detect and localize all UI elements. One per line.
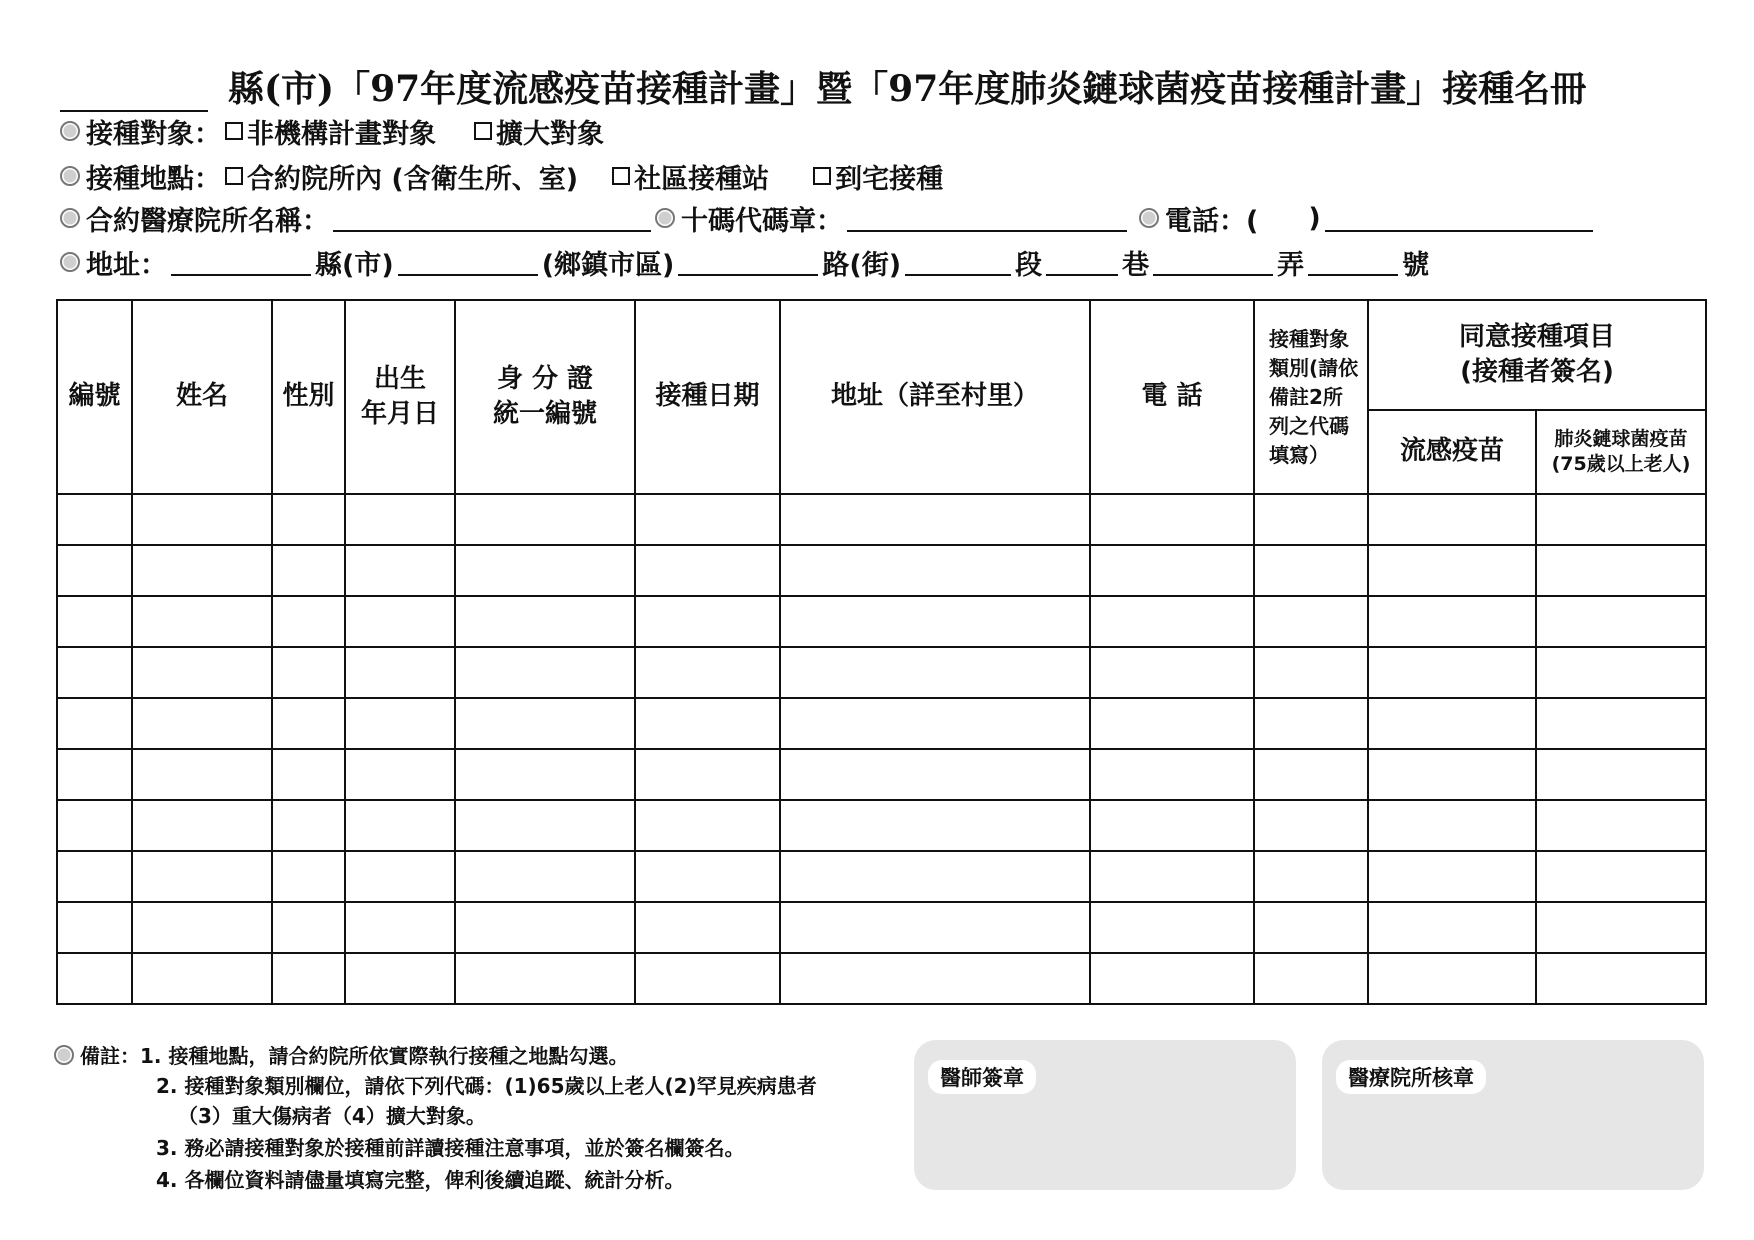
title-text: 縣(市)「97年度流感疫苗接種計畫」暨「97年度肺炎鏈球菌疫苗接種計畫」接種名冊 [228, 68, 1587, 110]
table-cell[interactable] [1368, 800, 1536, 851]
table-cell[interactable] [57, 800, 132, 851]
table-cell[interactable] [132, 647, 272, 698]
table-cell[interactable] [345, 494, 455, 545]
table-cell[interactable] [780, 545, 1090, 596]
table-cell[interactable] [345, 800, 455, 851]
bullet-icon [54, 1045, 74, 1065]
recipient-row [60, 113, 604, 149]
bullet-icon [655, 208, 675, 228]
header-category: 接種對象 類別(請依 備註2所 列之代碼 填寫） [1254, 300, 1368, 494]
table-cell[interactable] [1368, 596, 1536, 647]
table-cell[interactable] [1254, 647, 1368, 698]
checkbox-community-station[interactable] [612, 167, 630, 185]
table-cell[interactable] [132, 851, 272, 902]
table-cell[interactable] [57, 851, 132, 902]
roster-table [56, 299, 1707, 1005]
checkbox-non-institution[interactable] [225, 122, 243, 140]
alley-field[interactable] [1153, 248, 1273, 276]
table-cell[interactable] [132, 800, 272, 851]
table-cell[interactable] [1254, 698, 1368, 749]
table-row [57, 953, 1706, 1004]
table-cell[interactable] [455, 953, 635, 1004]
table-cell[interactable] [635, 494, 780, 545]
number-suffix: 號 [1402, 249, 1430, 281]
table-cell[interactable] [1254, 851, 1368, 902]
table-cell[interactable] [345, 749, 455, 800]
table-cell[interactable] [455, 596, 635, 647]
table-cell[interactable] [132, 953, 272, 1004]
table-cell[interactable] [272, 647, 345, 698]
header-address: 地址（詳至村里） [780, 300, 1090, 494]
table-cell[interactable] [780, 749, 1090, 800]
table-row [57, 749, 1706, 800]
table-cell[interactable] [132, 596, 272, 647]
table-cell[interactable] [1254, 596, 1368, 647]
header-birthdate: 出生 年月日 [345, 300, 455, 494]
table-cell[interactable] [1368, 647, 1536, 698]
table-cell[interactable] [1536, 902, 1706, 953]
address-row [60, 244, 1429, 280]
checkbox-in-clinic[interactable] [225, 167, 243, 185]
table-cell[interactable] [780, 647, 1090, 698]
header-vaccination-date: 接種日期 [635, 300, 780, 494]
table-cell[interactable] [272, 749, 345, 800]
table-cell[interactable] [132, 494, 272, 545]
table-cell[interactable] [272, 494, 345, 545]
header-consent: 同意接種項目 (接種者簽名) [1368, 300, 1706, 410]
checkbox-expanded[interactable] [474, 122, 492, 140]
notes-header [54, 1040, 628, 1069]
table-row [57, 800, 1706, 851]
table-cell[interactable] [635, 545, 780, 596]
table-cell[interactable] [1536, 851, 1706, 902]
phone-close-paren: ) [1308, 202, 1321, 234]
table-cell[interactable] [345, 953, 455, 1004]
table-cell[interactable] [1368, 902, 1536, 953]
clinic-stamp-label: 醫療院所核章 [1336, 1060, 1486, 1094]
option-non-institution: 非機構計畫對象 [247, 118, 436, 150]
table-cell[interactable] [1090, 698, 1254, 749]
table-body [57, 494, 1706, 1004]
table-cell[interactable] [57, 494, 132, 545]
table-cell[interactable] [1254, 800, 1368, 851]
option-home-visit: 到宅接種 [835, 163, 944, 195]
note-4: 4. 各欄位資料請儘量填寫完整，俾利後續追蹤、統計分析。 [156, 1168, 685, 1192]
table-cell[interactable] [272, 545, 345, 596]
table-cell[interactable] [635, 851, 780, 902]
table-cell[interactable] [57, 698, 132, 749]
table-row [57, 851, 1706, 902]
table-cell[interactable] [272, 596, 345, 647]
code-stamp-label: 十碼代碼章： [681, 205, 843, 237]
table-cell[interactable] [455, 902, 635, 953]
address-label: 地址： [86, 249, 167, 281]
notes-label: 備註： [80, 1044, 140, 1068]
doctor-signature-label: 醫師簽章 [928, 1060, 1036, 1094]
table-cell[interactable] [345, 851, 455, 902]
table-cell[interactable] [1536, 953, 1706, 1004]
table-row [57, 902, 1706, 953]
table-cell[interactable] [635, 698, 780, 749]
table-cell[interactable] [1368, 749, 1536, 800]
table-cell[interactable] [455, 800, 635, 851]
bullet-icon [60, 166, 80, 186]
table-cell[interactable] [132, 749, 272, 800]
table-cell[interactable] [455, 494, 635, 545]
table-cell[interactable] [780, 494, 1090, 545]
table-cell[interactable] [1090, 545, 1254, 596]
table-cell[interactable] [1536, 800, 1706, 851]
table-cell[interactable] [57, 953, 132, 1004]
table-cell[interactable] [1090, 494, 1254, 545]
table-cell[interactable] [1368, 494, 1536, 545]
alley-suffix: 弄 [1277, 249, 1305, 281]
table-cell[interactable] [780, 902, 1090, 953]
table-cell[interactable] [455, 545, 635, 596]
table-cell[interactable] [455, 698, 635, 749]
table-cell[interactable] [1254, 902, 1368, 953]
table-cell[interactable] [1536, 749, 1706, 800]
county-blank[interactable] [60, 66, 208, 112]
table-cell[interactable] [1090, 647, 1254, 698]
table-cell[interactable] [132, 545, 272, 596]
table-cell[interactable] [57, 545, 132, 596]
table-cell[interactable] [132, 698, 272, 749]
table-cell[interactable] [635, 800, 780, 851]
table-cell[interactable] [1368, 851, 1536, 902]
clinic-row [60, 200, 1597, 236]
phone-field[interactable] [1325, 204, 1593, 232]
header-name: 姓名 [132, 300, 272, 494]
township-suffix: (鄉鎮市區) [541, 249, 675, 281]
option-expanded: 擴大對象 [496, 118, 604, 150]
table-cell[interactable] [635, 596, 780, 647]
phone-label: 電話：( [1165, 205, 1259, 237]
table-cell[interactable] [1090, 851, 1254, 902]
checkbox-home-visit[interactable] [813, 167, 831, 185]
table-cell[interactable] [57, 749, 132, 800]
table-cell[interactable] [1090, 596, 1254, 647]
road-suffix: 路(街) [822, 249, 902, 281]
table-cell[interactable] [1536, 545, 1706, 596]
doctor-signature-box[interactable] [914, 1040, 1296, 1190]
clinic-stamp-box[interactable] [1322, 1040, 1704, 1190]
county-field[interactable] [171, 248, 311, 276]
table-cell[interactable] [780, 800, 1090, 851]
table-cell[interactable] [1090, 902, 1254, 953]
table-row [57, 596, 1706, 647]
header-pneumococcal-vaccine: 肺炎鏈球菌疫苗 (75歲以上老人) [1536, 410, 1706, 494]
table-row [57, 698, 1706, 749]
table-cell[interactable] [780, 953, 1090, 1004]
header-phone: 電 話 [1090, 300, 1254, 494]
header-flu-vaccine: 流感疫苗 [1368, 410, 1536, 494]
road-field[interactable] [678, 248, 818, 276]
option-in-clinic: 合約院所內 (含衛生所、室) [247, 163, 579, 195]
table-cell[interactable] [635, 749, 780, 800]
clinic-name-label: 合約醫療院所名稱： [86, 205, 329, 237]
table-cell[interactable] [780, 698, 1090, 749]
table-cell[interactable] [57, 596, 132, 647]
note-3: 3. 務必請接種對象於接種前詳讀接種注意事項，並於簽名欄簽名。 [156, 1136, 745, 1160]
table-cell[interactable] [1254, 494, 1368, 545]
header-sex: 性別 [272, 300, 345, 494]
table-cell[interactable] [272, 953, 345, 1004]
table-cell[interactable] [455, 851, 635, 902]
table-cell[interactable] [345, 698, 455, 749]
table-cell[interactable] [272, 851, 345, 902]
header-number: 編號 [57, 300, 132, 494]
table-row [57, 494, 1706, 545]
table-cell[interactable] [780, 596, 1090, 647]
option-community-station: 社區接種站 [634, 163, 770, 195]
table-row [57, 647, 1706, 698]
table-cell[interactable] [345, 647, 455, 698]
table-cell[interactable] [1254, 953, 1368, 1004]
recipient-label: 接種對象： [86, 118, 221, 150]
table-cell[interactable] [635, 953, 780, 1004]
number-field[interactable] [1308, 248, 1398, 276]
lane-field[interactable] [1046, 248, 1118, 276]
page-title [60, 52, 1700, 112]
table-cell[interactable] [1090, 749, 1254, 800]
table-cell[interactable] [1254, 749, 1368, 800]
table-cell[interactable] [1254, 545, 1368, 596]
table-cell[interactable] [1368, 545, 1536, 596]
bullet-icon [1139, 208, 1159, 228]
table-cell[interactable] [635, 647, 780, 698]
table-cell[interactable] [1368, 698, 1536, 749]
bullet-icon [60, 121, 80, 141]
table-cell[interactable] [1536, 698, 1706, 749]
township-field[interactable] [398, 248, 538, 276]
table-cell[interactable] [635, 902, 780, 953]
bullet-icon [60, 252, 80, 272]
table-cell[interactable] [1090, 953, 1254, 1004]
bullet-icon [60, 208, 80, 228]
table-cell[interactable] [1090, 800, 1254, 851]
table-cell[interactable] [345, 545, 455, 596]
table-cell[interactable] [57, 902, 132, 953]
table-cell[interactable] [272, 800, 345, 851]
table-cell[interactable] [345, 596, 455, 647]
note-2: 2. 接種對象類別欄位，請依下列代碼：(1)65歲以上老人(2)罕見疾病患者 [156, 1074, 817, 1098]
code-stamp-field[interactable] [847, 204, 1127, 232]
section-suffix: 段 [1015, 249, 1043, 281]
table-cell[interactable] [345, 902, 455, 953]
table-cell[interactable] [1536, 596, 1706, 647]
clinic-name-field[interactable] [333, 204, 651, 232]
table-row [57, 545, 1706, 596]
lane-suffix: 巷 [1122, 249, 1150, 281]
note-2b: （3）重大傷病者（4）擴大對象。 [178, 1104, 486, 1128]
table-cell[interactable] [132, 902, 272, 953]
table-cell[interactable] [272, 902, 345, 953]
location-label: 接種地點： [86, 163, 221, 195]
table-cell[interactable] [1536, 494, 1706, 545]
county-suffix: 縣(市) [315, 249, 394, 281]
section-field[interactable] [905, 248, 1011, 276]
table-cell[interactable] [1536, 647, 1706, 698]
location-row [60, 158, 943, 194]
table-cell[interactable] [780, 851, 1090, 902]
table-cell[interactable] [57, 647, 132, 698]
note-1: 1. 接種地點，請合約院所依實際執行接種之地點勾選。 [140, 1044, 629, 1068]
table-cell[interactable] [272, 698, 345, 749]
table-cell[interactable] [1368, 953, 1536, 1004]
table-cell[interactable] [455, 749, 635, 800]
table-cell[interactable] [455, 647, 635, 698]
header-id-number: 身 分 證 統一編號 [455, 300, 635, 494]
